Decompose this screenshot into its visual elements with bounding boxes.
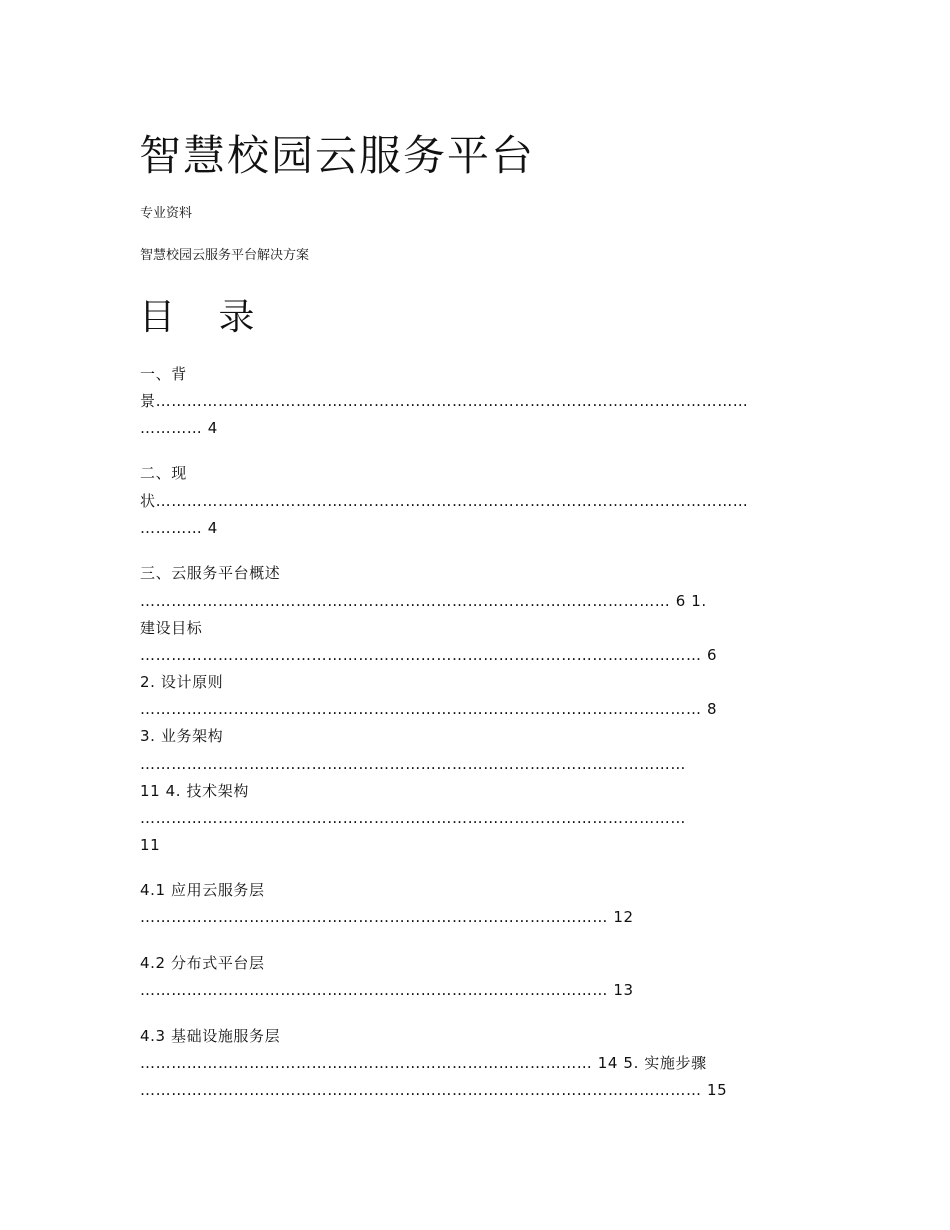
- toc-line: 二、现: [140, 464, 187, 482]
- toc-line: 11 4. 技术架构: [140, 782, 249, 800]
- toc-line: 景……………………………………………………………………………………………………: [140, 392, 749, 410]
- toc-line: 11: [140, 836, 161, 854]
- toc-heading: 目 录: [139, 297, 271, 338]
- toc-line: ……………………………………………………………………………………………… 8: [140, 700, 718, 718]
- toc-line: ……………………………………………………………………………………………: [140, 755, 686, 773]
- toc-line: ……………………………………………………………………………………………… 15: [140, 1081, 728, 1099]
- subtitle-solution: 智慧校园云服务平台解决方案: [140, 248, 310, 263]
- toc-line: …………………………………………………………………………… 14 5. 实施步骤: [140, 1054, 707, 1072]
- toc-line: ……………………………………………………………………………………………: [140, 809, 686, 827]
- toc-line: ………… 4: [140, 519, 218, 537]
- toc-line: ………… 4: [140, 419, 218, 437]
- toc-line: 状……………………………………………………………………………………………………: [140, 492, 749, 510]
- toc-line: 2. 设计原则: [140, 673, 224, 691]
- toc-line: ……………………………………………………………………………… 12: [140, 908, 634, 926]
- subtitle-professional-material: 专业资料: [140, 206, 193, 221]
- toc-line: ………………………………………………………………………………………… 6 1.: [140, 592, 707, 610]
- toc-line: 一、背: [140, 365, 187, 383]
- toc-line: 建设目标: [140, 619, 203, 637]
- toc-line: 4.1 应用云服务层: [140, 881, 265, 899]
- document-title: 智慧校园云服务平台: [139, 131, 536, 180]
- toc-line: 4.3 基础设施服务层: [140, 1027, 281, 1045]
- toc-line: 4.2 分布式平台层: [140, 954, 265, 972]
- toc-line: 三、云服务平台概述: [140, 564, 281, 582]
- toc-line: 3. 业务架构: [140, 727, 224, 745]
- toc-line: ……………………………………………………………………………… 13: [140, 981, 634, 999]
- toc-line: ……………………………………………………………………………………………… 6: [140, 646, 718, 664]
